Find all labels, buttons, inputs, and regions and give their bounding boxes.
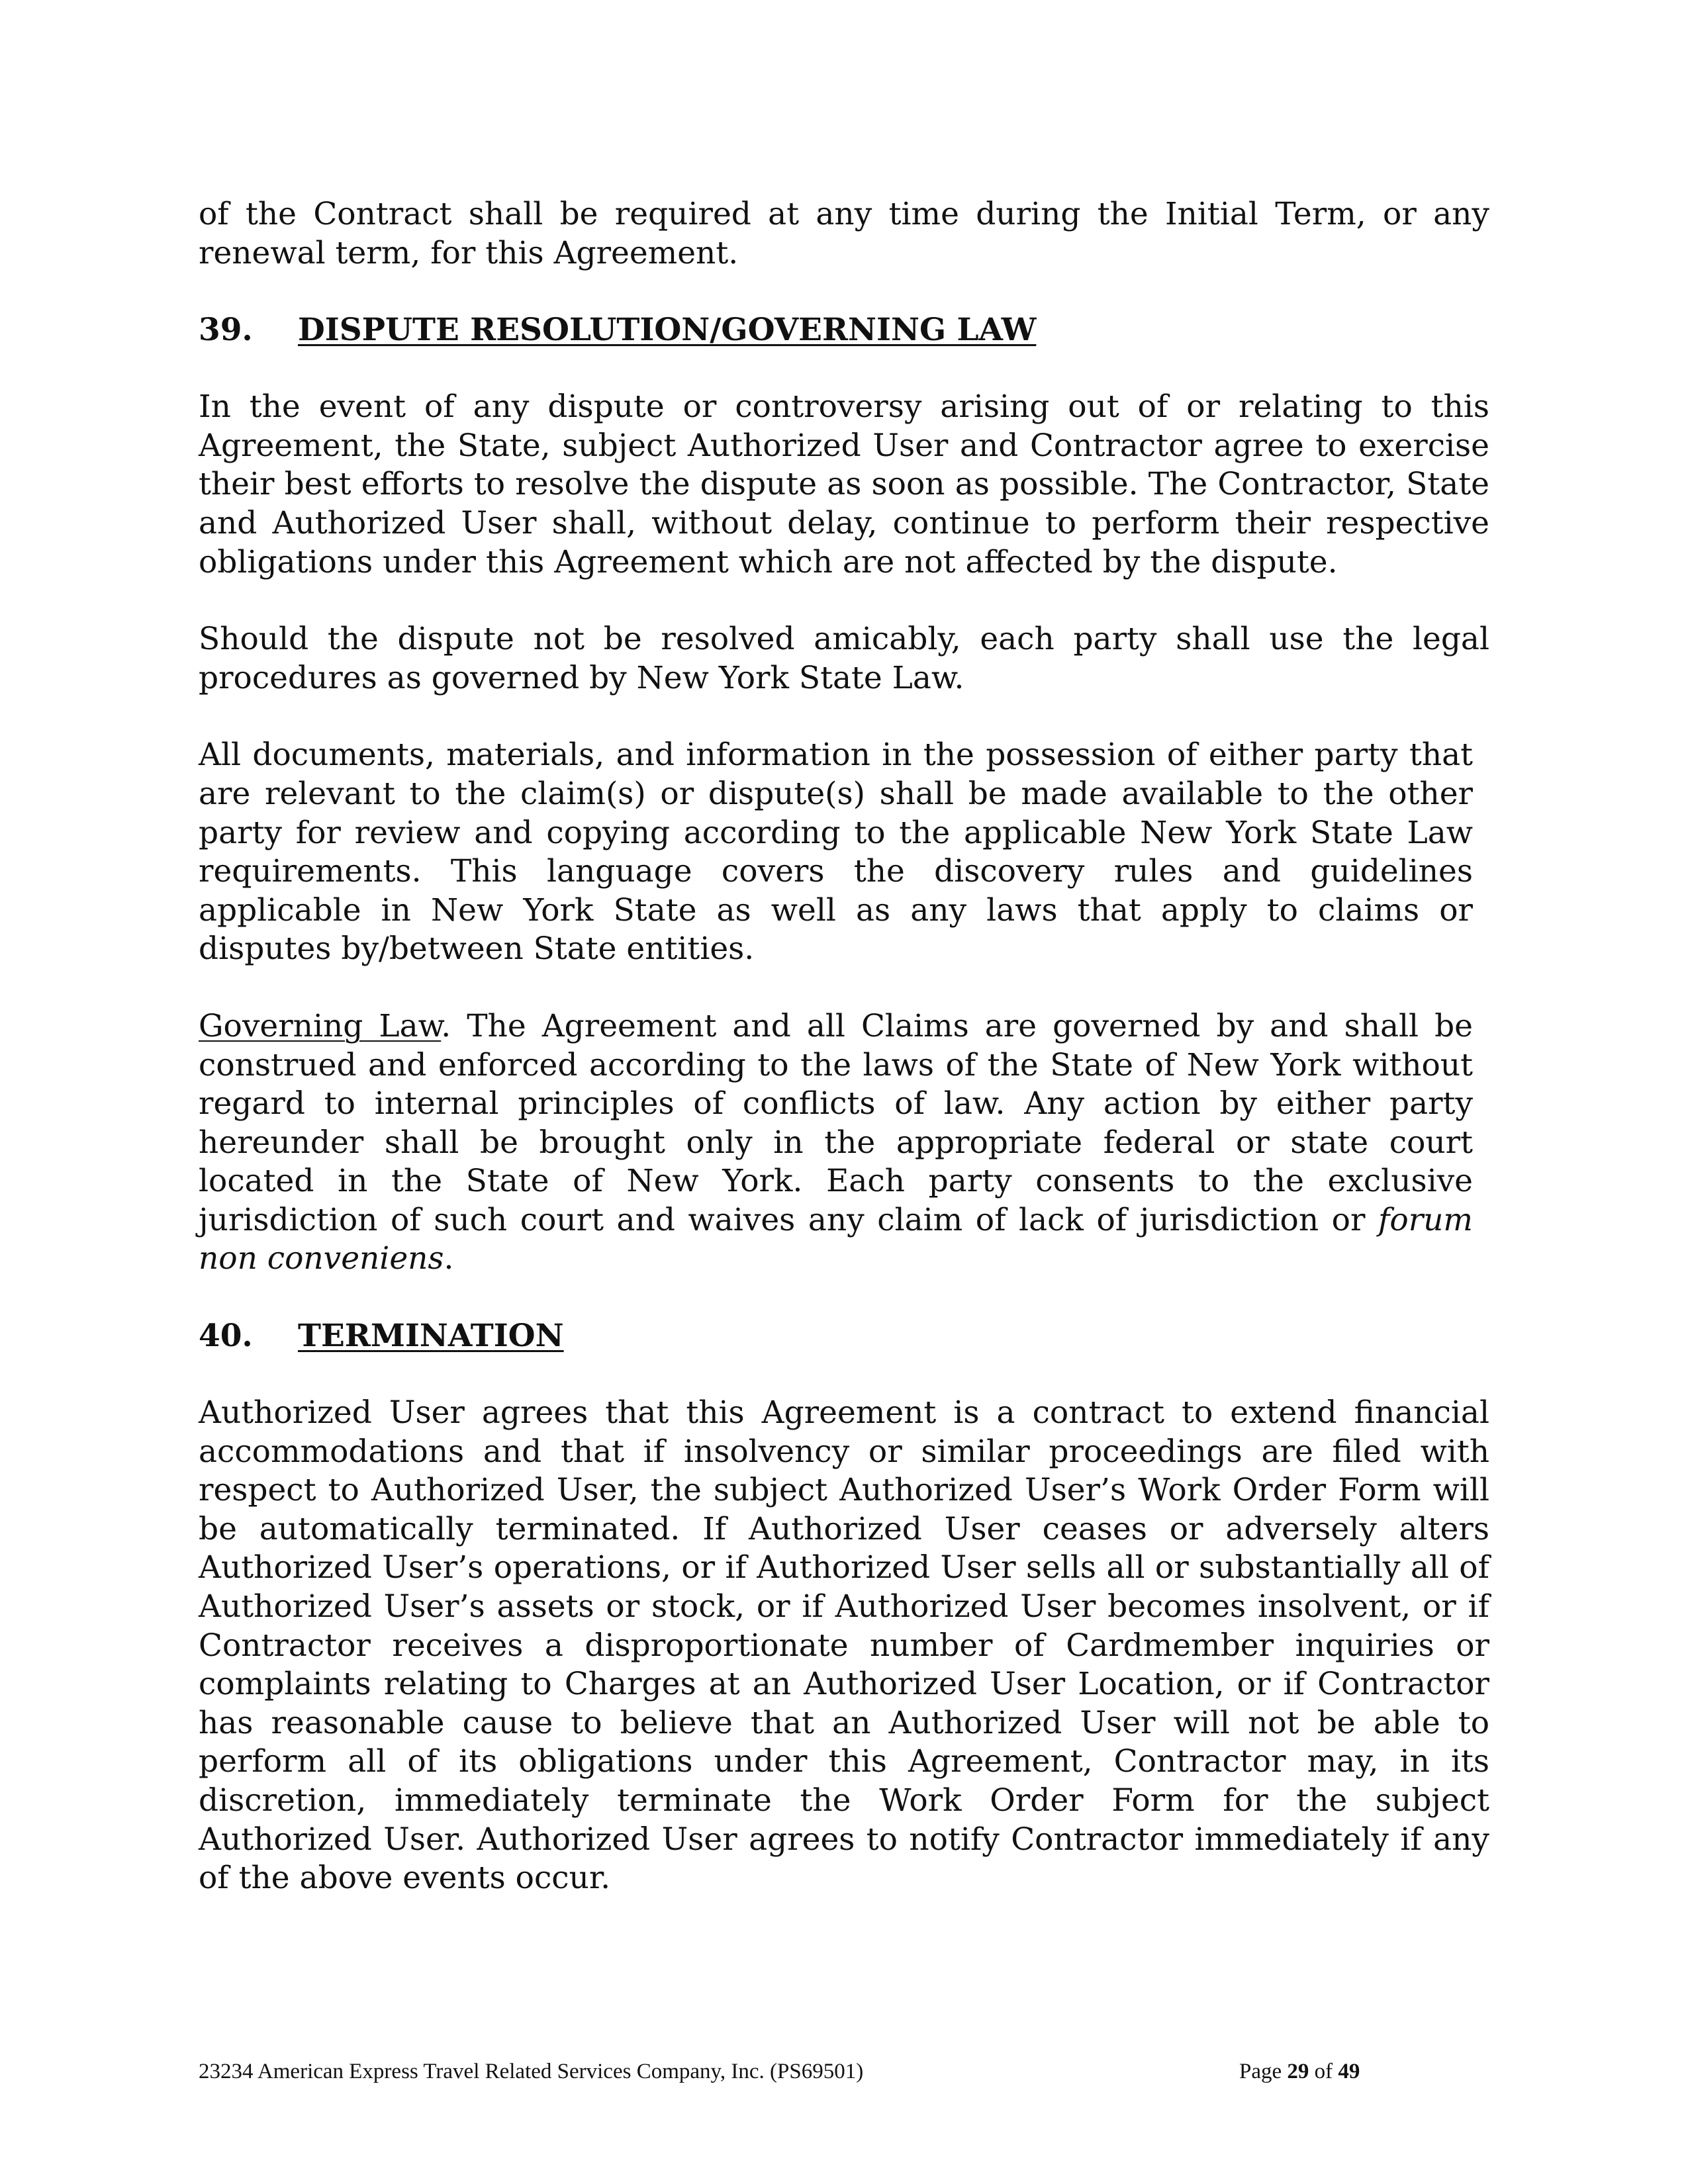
section-40-number: 40. <box>199 1318 253 1355</box>
governing-law-italic: forum non conveniens <box>199 1201 1473 1277</box>
section-39-paragraph-2: Should the dispute not be resolved amicably, each party shall use the legal procedures as governed by New York State Law. <box>199 621 1489 696</box>
governing-law-label: Governing Law <box>199 1007 442 1044</box>
section-40-paragraph-1: Authorized User agrees that this Agreement is a contract to extend financial accommodations and that if insolvency or similar proceedings are filed with respect to Authorized User, the subject Authorized User’s Work Order Form will be automatically terminated. If Authorized User ceases or adversely alters Authorized User’s operations, or if Authorized User sells all or substantially all of Authorized User’s assets or stock, or if Authorized User becomes insolvent, or if Contractor receives a disproportionate number of Cardmember inquiries or complaints relating to Charges at an Authorized User Location, or if Contractor has reasonable cause to believe that an Authorized User will not be able to perform all of its obligations under this Agreement, Contractor may, in its discretion, immediately terminate the Work Order Form for the subject Authorized User. Authorized User agrees to notify Contractor immediately if any of the above events occur. <box>199 1394 1489 1897</box>
document-body <box>199 195 1489 1936</box>
section-40-title: TERMINATION <box>298 1318 564 1355</box>
governing-law-text: . The Agreement and all Claims are governed by and shall be construed and enforced according to the laws of the State of New York without regard to internal principles of conflicts of law. Any action by either party hereunder shall be brought only in the appropriate federal or state court located in the State of New York. Each party consents to the exclusive jurisdiction of such court and waives any claim of lack of jurisdiction or <box>199 1007 1473 1238</box>
intro-paragraph: of the Contract shall be required at any time during the Initial Term, or any renewal term, for this Agreement. <box>199 196 1489 271</box>
page-number <box>1239 2058 1360 2085</box>
section-40-heading <box>199 1317 1489 1355</box>
page-current: 29 <box>1287 2060 1309 2083</box>
section-39-heading <box>199 311 1489 349</box>
governing-law-paragraph <box>199 1007 1473 1279</box>
section-39-title: DISPUTE RESOLUTION/GOVERNING LAW <box>298 312 1037 349</box>
page-of: of <box>1309 2060 1338 2083</box>
page-total: 49 <box>1338 2060 1360 2083</box>
section-39-number: 39. <box>199 312 253 349</box>
section-39-paragraph-3: All documents, materials, and information in the possession of either party that are relevant to the claim(s) or dispute(s) shall be made available to the other party for review and copying according to the applicable New York State Law requirements. This language covers the discovery rules and guidelines applicable in New York State as well as any laws that apply to claims or disputes by/between State entities. <box>199 737 1473 968</box>
section-39-paragraph-1: In the event of any dispute or controversy arising out of or relating to this Agreement, the State, subject Authorized User and Contractor agree to exercise their best efforts to resolve the dispute as soon as possible. The Contractor, State and Authorized User shall, without delay, continue to perform their respective obligations under this Agreement which are not affected by the dispute. <box>199 388 1489 580</box>
page-word: Page <box>1239 2060 1288 2083</box>
governing-law-end: . <box>444 1240 454 1277</box>
footer-company: 23234 American Express Travel Related Services Company, Inc. (PS69501) <box>199 2060 864 2083</box>
